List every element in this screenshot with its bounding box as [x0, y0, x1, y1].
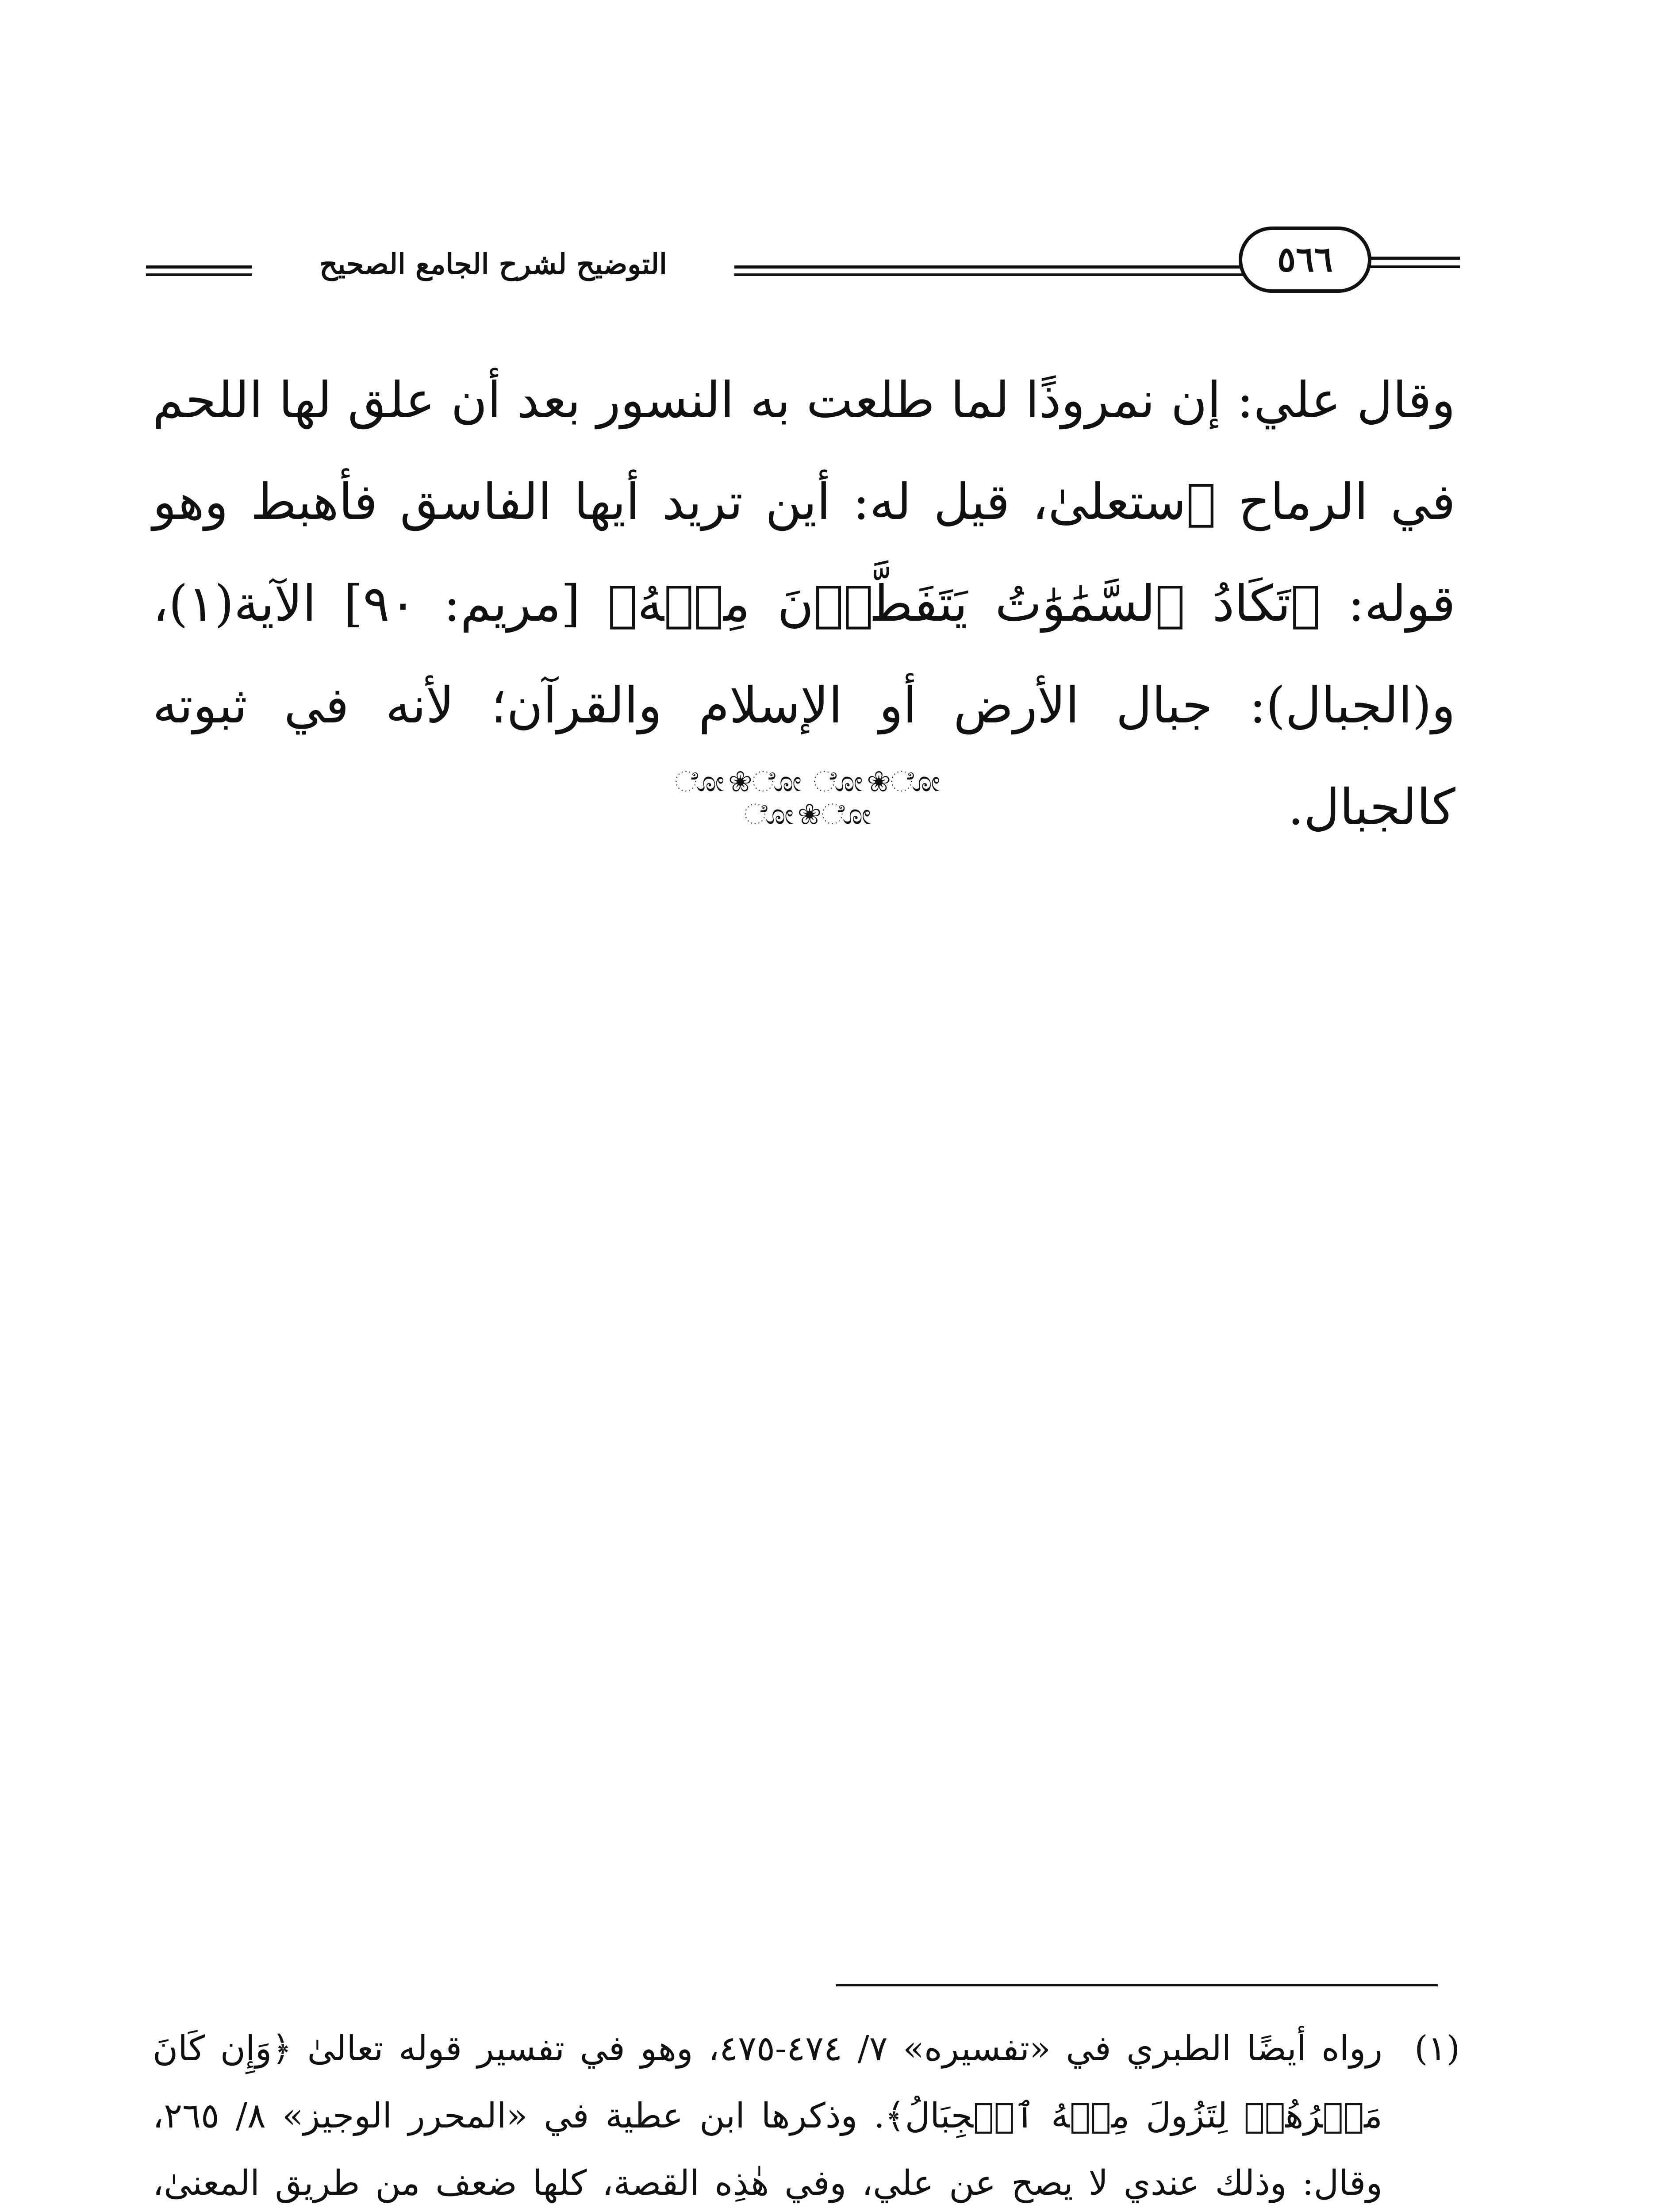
main-paragraph: وقال علي: إن نمروذًا لما طلعت به النسور بعد أن علق لها اللحم في الرماح ٱستعلىٰ، قيل له: أين تريد أيها الفاسق فأهبط وهو قوله: ﴿تَكَادُ ٱلسَّمَٰوَٰتُ يَتَفَطَّرۡنَ مِنۡهُ﴾ [مريم: ٩٠] الآية(١)، و(الجبال): جبال الأرض أو الإسلام والقرآن؛ لأنه في ثبوته كالجبال.: [153, 372, 1456, 836]
footnote: [153, 2015, 1382, 2212]
section-ornament: ೋ❀ೋ ೋ❀ೋ ೋ❀ೋ: [674, 765, 945, 831]
page-number-badge: ٥٦٦: [1239, 227, 1371, 293]
header-rule-right-top: [1367, 257, 1460, 260]
header-rule-right-bottom: [1367, 265, 1460, 268]
running-header: [146, 221, 1460, 310]
header-rule-left-top: [146, 265, 252, 269]
header-rule-left-bottom: [146, 273, 252, 276]
header-rule-middle-bottom: [734, 273, 1248, 276]
footnote-separator: [836, 1984, 1438, 1986]
footnote-marker: (١): [1414, 2029, 1460, 2069]
header-rule-middle-top: [734, 265, 1248, 269]
footnote-text: رواه أيضًا الطبري في «تفسيره» ٧/ ٤٧٤-٤٧٥، وهو في تفسير قوله تعالىٰ ﴿وَإِن كَانَ مَكۡرُهُمۡ لِتَزُولَ مِنۡهُ ٱلۡجِبَالُ﴾. وذكرها ابن عطية في «المحرر الوجيز» ٨/ ٢٦٥، وقال: وذلك عندي لا يصح عن علي، وفي هٰذِه القصة، كلها ضعف من طريق المعنىٰ،: [153, 2029, 1383, 2203]
book-title: التوضيح لشرح الجامع الصحيح: [319, 248, 667, 281]
